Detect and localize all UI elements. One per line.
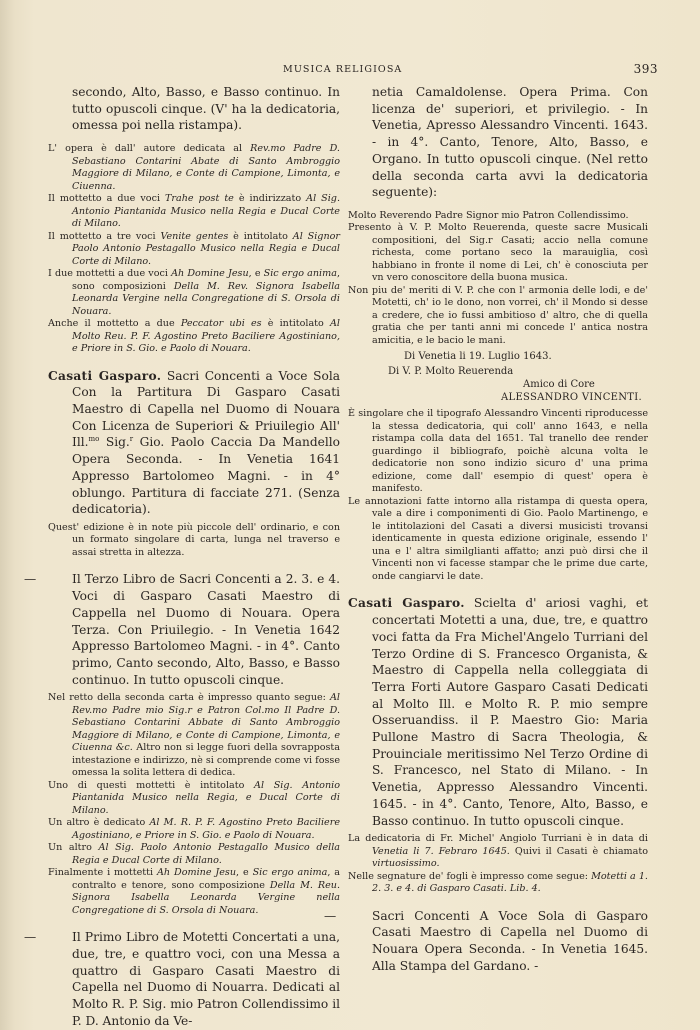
note-text: è indirizzato — [233, 193, 307, 205]
entry-dash: — — [324, 908, 337, 923]
note — [48, 193, 340, 231]
note-italic: Rev.mo Padre D. Sebastiano Contarini Abate di Santo Ambroggio Maggiore di Milano, e Conte di Campione, Limonta, e Ciuenna. — [72, 143, 340, 192]
note-italic: Al Sig. Paolo Antonio Pestagallo Musico della Regia e Ducal Corte di Milano. — [72, 842, 340, 866]
entry-dash: — — [24, 930, 37, 945]
note-text: La dedicatoria di Fr. Michel' Angiolo Turriani è in data di — [348, 833, 648, 845]
note-text: è intitolato — [261, 318, 330, 330]
note-text: Il mottetto a tre voci — [48, 230, 161, 242]
note: Quest' edizione è in note più piccole dell' ordinario, e con un formato singolare di carta, lunga nel traverso e assai stretta in altezza. — [48, 521, 340, 558]
note-italic: Della M. Reu. Signora Isabella Leonarda Vergine nella Congregatione di S. Orsola di Nouara. — [72, 879, 341, 916]
entry-author: Casati Gasparo. — [348, 596, 465, 611]
dedication-paragraph: Presento à V. P. Molto Reuerenda, queste sacre Musicali compositioni, del Sig.r Casati; accio nella comune richesta, come portano seco la marauiglia, così habbiano in fronte il nome di Lei, ch' è conosciuta per vn vero conoscitore della buona musica. — [348, 222, 648, 284]
note — [48, 842, 340, 867]
note: Le annotazioni fatte intorno alla ristampa di questa opera, vale a dire i componimenti di Gio. Paolo Martinengo, e le intitolazioni del Casati a diversi musicisti trovansi identicamente in questa edizione originale, essendo l' una e l' altra similglianti affatto; anzi può dirsi che il Vincenti non vi facesse stampar che le prime due carte, onde cangiarvi le date. — [348, 495, 648, 582]
note — [48, 268, 340, 318]
note — [48, 817, 340, 842]
note-text: , a contralto e tenore, sono composizione — [72, 867, 341, 891]
note — [48, 318, 340, 356]
note-italic: Ah Domine Jesu — [171, 268, 249, 280]
note-italic: Sic ergo anima — [252, 867, 328, 879]
note — [48, 692, 340, 780]
note-italic: virtuosissimo. — [372, 858, 440, 870]
bibliography-entry — [24, 571, 340, 688]
note — [348, 871, 648, 896]
note-text: è intitolato — [228, 230, 293, 242]
note-italic: Ah Domine Jesu — [157, 867, 237, 879]
note-text: Quivi il Casati è chiamato — [509, 845, 649, 857]
note-italic: Al Signor Paolo Antonio Pestagallo Musico nella Regia e Ducal Corte di Milano. — [72, 230, 340, 267]
note-text: Nelle segnature de' fogli è impresso come segue: — [348, 870, 592, 882]
entry-text: Gio. Paolo Caccia Da Mandello Opera Seconda. - In Venetia 1641 Appresso Bartolomeo Magni. - in 4° oblungo. Partitura di facciate 271. (Senza dedicatoria). — [72, 435, 340, 517]
entry-text: Sacri Concenti a Voce Sola Con la Partitura Di Gasparo Casati Maestro di Capella nel Duomo di Nouara Con Licenza de Superiori & Priuilegio All' Ill. — [72, 368, 341, 450]
entry-text: Scielta d' ariosi vaghi, et concertati Motetti a una, due, tre, e quattro voci fatta da Fra Michel'Angelo Turriani del Terzo Ordine di S. Francesco Organista, & Maestro di Cappella nella colleggiata di Terra Forti Autore Gasparo Casati Dedicati al Molto Ill. e Molto R. P. mio sempre Osseruandiss. il P. Maestro Gio: Maria Pullone Mastro di Sacra Theologia, & Prouinciale meritissimo Nel Terzo Ordine di S. Francesco, nel Stato di Milano. - In Venetia, Appresso Alessandro Vincenti. 1645. - in 4°. Canto, Tenore, Alto, Basso, e Basso continuo. In tutto opuscoli cinque. — [372, 596, 648, 828]
note: È singolare che il tipografo Alessandro Vincenti riproducesse la stessa dedicatoria, qui coll' anno 1643, e nella ristampa colla data del 1651. Tal tranello dee render guardingo il bibliografo, poichè alcuna volta le dedicatorie non sono indizio sicuro d' una prima edizione, come dall' esempio di quest' opera è manifesto. — [348, 408, 648, 495]
superscript: mo — [88, 435, 100, 444]
dedication-valediction: Amico di Core — [523, 379, 595, 391]
note-italic: Al Rev.mo Padre mio Sig.r e Patron Col.mo Il Padre D. Sebastiano Contarini Abbate di Santo Ambroggio Maggiore di Milano, e Conte di Campione, Limonta, e Ciuenna &c. — [72, 692, 340, 754]
entry-text: Il Primo Libro de Motetti Concertati a una, due, tre, e quattro voci, con una Messa a quattro di Gasparo Casati Maestro di Capella nel Duomo di Nouarra. Dedicati al Molto R. P. Sig. mio Patron Collendissimo il P. D. Antonio da Ve- — [72, 930, 340, 1028]
entry-text: Sig. — [99, 435, 130, 450]
note-text: Uno di questi mottetti è intitolato — [48, 779, 255, 791]
note-text: , e — [236, 867, 253, 879]
note-text: Il mottetto a due voci — [48, 193, 166, 205]
note-text: Anche il mottetto a due — [48, 318, 181, 330]
note-text: , sono composizioni — [72, 268, 340, 292]
note-text: Un altro — [48, 842, 99, 854]
right-column — [324, 84, 649, 975]
entry-text: Il Terzo Libro de Sacri Concenti a 2. 3. e 4. Voci di Gasparo Casati Maestro di Cappella nel Duomo di Nouara. Opera Terza. Con Priuilegio. - In Venetia 1642 Appresso Bartolomeo Magni. - in 4°. Canto primo, Canto secondo, Alto, Basso, e Basso continuo. In tutto opuscoli cinque. — [72, 572, 340, 687]
running-title: MUSICA RELIGIOSA — [283, 64, 403, 75]
note-italic: Al Sig. Antonio Piantanida Musico nella Regia e Ducal Corte di Milano. — [72, 193, 340, 230]
note-italic: Venite gentes — [160, 230, 229, 242]
note-italic: Peccator ubi es — [180, 318, 262, 330]
note-italic: Motetti a 1. 2. 3. e 4. di Gasparo Casati. Lib. 4. — [372, 870, 648, 895]
bibliography-entry — [348, 595, 648, 829]
note-italic: Trahe post te — [165, 193, 234, 205]
entry-dash: — — [24, 572, 37, 587]
note — [48, 780, 340, 818]
dedication-paragraph: Non piu de' meriti di V. P. che con l' armonia delle lodi, e de' Motetti, ch' io le dono, non vorrei, ch' il Mondo si desse a credere, che io fussi ambitioso d' altro, che di quella gratia che per tanti anni mi concede l' antica nostra amicitia, e le bacio le mani. — [348, 284, 648, 346]
note-text: L' opera è dall' autore dedicata al — [48, 143, 251, 155]
dedication-date: Di Venetia li 19. Luglio 1643. — [404, 351, 552, 363]
left-column — [24, 84, 341, 1030]
dedication-salutation: Molto Reverendo Padre Signor mio Patron Collendissimo. — [348, 209, 629, 221]
dedication-closing: Di V. P. Molto Reuerenda — [388, 366, 514, 378]
note — [48, 143, 340, 193]
bibliography-entry — [48, 368, 340, 518]
note-italic: Al Sig. Antonio Piantanida Musico nella Regia, e Ducal Corte di Milano. — [72, 779, 340, 816]
note-text: Altro non si legge fuori della sovrapposta intestazione e indirizzo, nè si comprende come vi fosse omessa la solita lettera di dedica. — [72, 742, 341, 779]
note-italic: Sic ergo anima — [263, 268, 337, 280]
note-text: , e — [248, 268, 264, 280]
note — [48, 867, 340, 917]
page-number: 393 — [633, 62, 658, 76]
note-text: Nel retto della seconda carta è impresso quanto segue: — [48, 692, 330, 704]
dedication-signature: ALESSANDRO VINCENTI. — [500, 392, 642, 404]
entry-text: Sacri Concenti A Voce Sola di Gasparo Casati Maestro di Capella nel Duomo di Nouara Opera Seconda. - In Venetia 1645. Alla Stampa del Gardano. - — [372, 908, 648, 973]
entry-author: Casati Gasparo. — [48, 368, 162, 383]
note-italic: Al Molto Reu. P. F. Agostino Preto Baciliere Agostiniano, e Priore in S. Gio. e Paolo di Nouara. — [72, 318, 340, 355]
note-text: Finalmente i mottetti — [48, 867, 157, 879]
note-italic: Venetia li 7. Febraro 1645. — [372, 845, 510, 857]
note-italic: Della M. Rev. Signora Isabella Leonarda Vergine nella Congregatione di S. Orsola di Nouara. — [72, 280, 340, 317]
note-text: Un altro è dedicato — [48, 817, 150, 829]
superscript: r — [129, 435, 134, 444]
note — [348, 833, 648, 871]
entry-continuation: netia Camaldolense. Opera Prima. Con licenza de' superiori, et privilegio. - In Venetia, Apresso Alessandro Vincenti. 1643. - in 4°. Canto, Tenore, Alto, Basso, e Organo. In tutto opuscoli cinque. (Nel retto della seconda carta avvi la dedicatoria seguente): — [372, 85, 648, 200]
note-italic: Al M. R. P. F. Agostino Preto Baciliere Agostiniano, e Priore in S. Gio. e Paolo di Nouara. — [72, 817, 340, 841]
note — [48, 231, 340, 269]
note-text: I due mottetti a due voci — [48, 268, 172, 280]
bibliography-entry — [324, 908, 648, 975]
entry-continuation: secondo, Alto, Basso, e Basso continuo. In tutto opuscoli cinque. (V' ha la dedicatoria, omessa poi nella ristampa). — [72, 85, 340, 133]
